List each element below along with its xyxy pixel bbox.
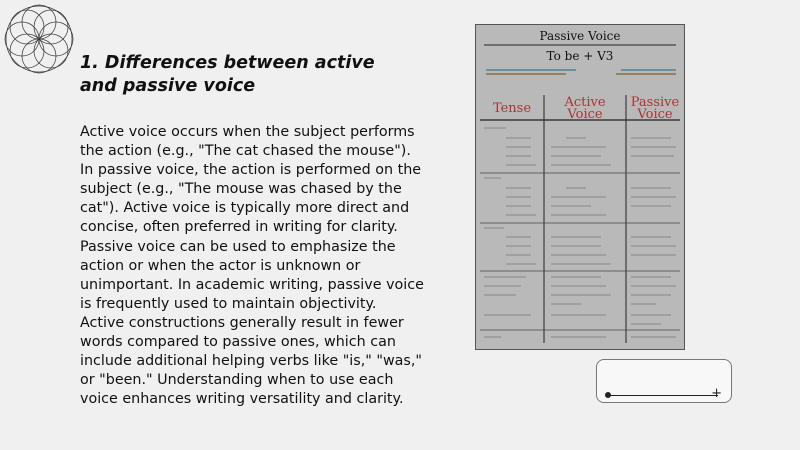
slide-title: 1. Differences between active and passive voice: [80, 53, 375, 96]
chart-col-active: Active Voice: [564, 95, 606, 122]
chart-image-graphics: [476, 25, 684, 349]
decorative-circle-pattern-icon: [0, 0, 78, 78]
chart-image-formula: To be + V3: [546, 49, 614, 63]
chart-col-passive: Passive Voice: [630, 95, 680, 122]
knob-icon[interactable]: [605, 392, 611, 398]
slider-widget[interactable]: [596, 359, 732, 403]
chart-image-title: Passive Voice: [539, 29, 621, 43]
slide-paragraph: Active voice occurs when the subject performs the action (e.g., "The cat chased the mouse"). In passive voice, the action is performed on the subject (e.g., "The mouse was chased by the cat"). Active voice is typically more direct and concise, often preferred in writing for clarity. Passive voice can be used to emphasize the action or when the actor is unknown or unimportant. In academic writing, passive voice is frequently used to maintain objectivity. Active constructions generally result in fewer words compared to passive ones, which can include additional helping verbs like "is," "was," or "been." Understanding when to use each voice enhances writing versatility and clarity.: [80, 124, 424, 408]
chart-col-tense: Tense: [492, 101, 532, 116]
plus-icon[interactable]: +: [711, 386, 722, 401]
passive-voice-chart-image: [475, 24, 685, 350]
slider-track[interactable]: [608, 395, 718, 396]
